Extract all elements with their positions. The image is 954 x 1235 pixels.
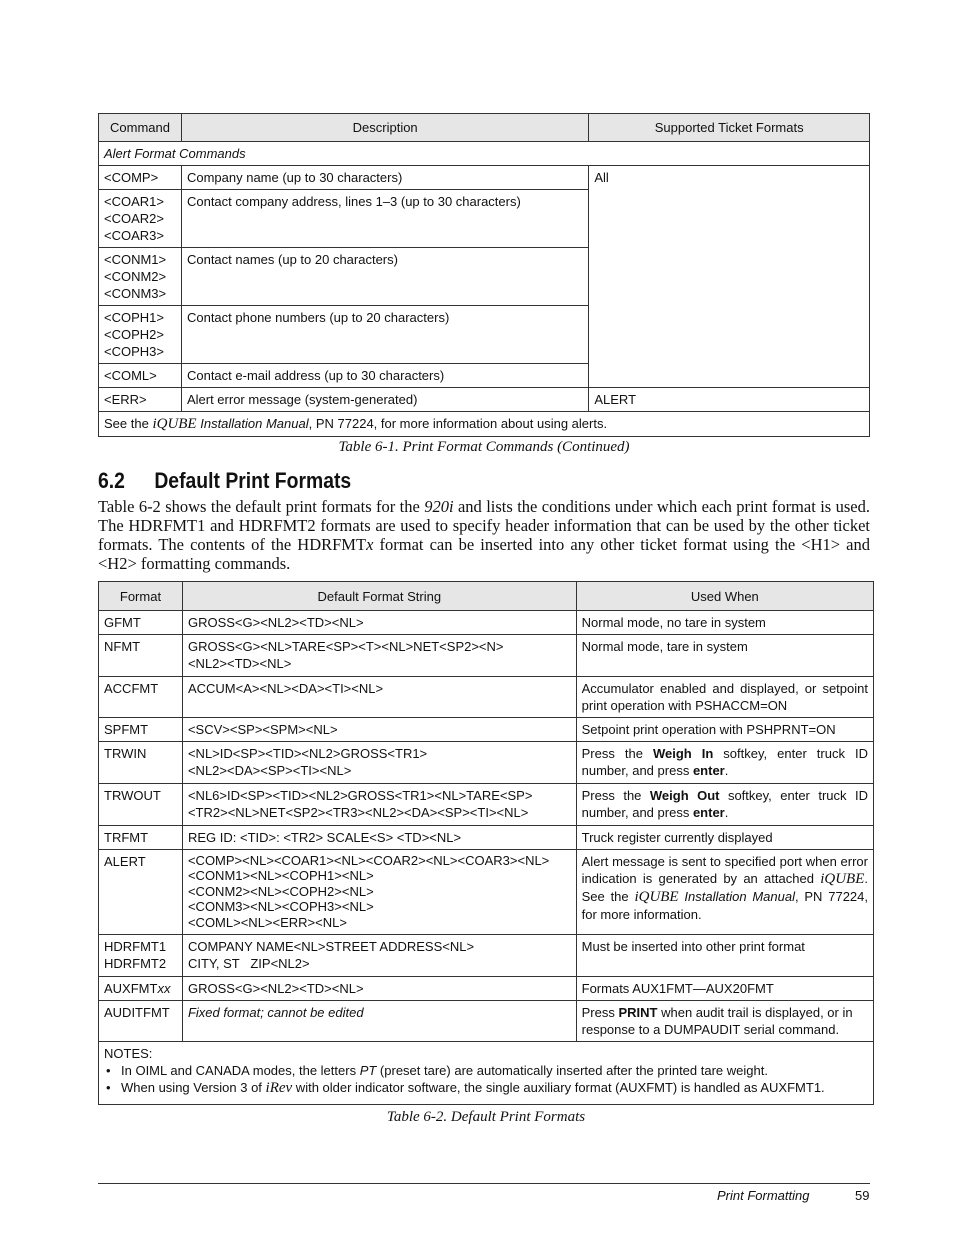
- used-when: Truck register currently displayed: [576, 826, 873, 850]
- format-string: <NL6>ID<SP><TID><NL2>GROSS<TR1><NL>TARE<SP> <TR2><NL>NET<SP2><TR3><NL2><DA><SP><TI><NL>: [182, 784, 576, 826]
- description-cell: Company name (up to 30 characters): [181, 166, 588, 190]
- table-row: [99, 718, 874, 742]
- column-header-description: Description: [181, 114, 588, 142]
- section-number: 6.2: [98, 468, 125, 493]
- used-when: Alert message is sent to specified port when error indication is generated by an attached iQUBE. See the iQUBE Installation Manual, PN 77224, for more information.: [576, 850, 873, 935]
- format-name: AUDITFMT: [99, 1001, 183, 1042]
- table-caption: Table 6-2. Default Print Formats: [386, 1109, 586, 1125]
- table-row: [99, 742, 874, 784]
- table-row: [99, 850, 874, 935]
- format-name: SPFMT: [99, 718, 183, 742]
- description-cell: Contact names (up to 20 characters): [181, 248, 588, 306]
- format-string: COMPANY NAME<NL>STREET ADDRESS<NL> CITY, ST ZIP<NL2>: [182, 935, 576, 977]
- notes-label: NOTES:: [104, 1046, 153, 1061]
- format-name: NFMT: [99, 635, 183, 677]
- table-footnote: See the iQUBE Installation Manual, PN 77224, for more information about using alerts.: [99, 412, 870, 437]
- footer-chapter-title: Print Formatting: [717, 1188, 810, 1203]
- used-when: Normal mode, no tare in system: [576, 611, 873, 635]
- section-heading: [98, 468, 351, 494]
- note-item: • When using Version 3 of iRev with older indicator software, the single auxiliary format (AUXFMT) is handled as AUXFMT1.: [104, 1079, 868, 1097]
- used-when: Setpoint print operation with PSHPRNT=ON: [576, 718, 873, 742]
- format-string: GROSS<G><NL2><TD><NL>: [182, 611, 576, 635]
- used-when: Press the Weigh Out softkey, enter truck ID number, and press enter.: [576, 784, 873, 826]
- product-name: iRev: [265, 1080, 293, 1096]
- table-row: [99, 677, 874, 718]
- page-number: 59: [855, 1188, 870, 1203]
- table-notes: [99, 1042, 874, 1105]
- column-header-default-string: Default Format String: [182, 582, 576, 611]
- supported-formats-cell: ALERT: [589, 388, 870, 412]
- table-row: [99, 826, 874, 850]
- default-print-formats-table: [98, 581, 874, 1105]
- column-header-command: Command: [99, 114, 182, 142]
- format-name: TRWOUT: [99, 784, 183, 826]
- table-row: [99, 935, 874, 977]
- format-name: ALERT: [99, 850, 183, 935]
- format-name: TRFMT: [99, 826, 183, 850]
- used-when: Normal mode, tare in system: [576, 635, 873, 677]
- section-label: Alert Format Commands: [99, 142, 870, 166]
- column-header-supported-formats: Supported Ticket Formats: [589, 114, 870, 142]
- format-string: <SCV><SP><SPM><NL>: [182, 718, 576, 742]
- used-when: Press the Weigh In softkey, enter truck ID number, and press enter.: [576, 742, 873, 784]
- section-paragraph: Table 6-2 shows the default print formats for the 920i and lists the conditions under which each print format is used. The HDRFMT1 and HDRFMT2 formats are used to specify header information that can be used by the other ticket formats. The contents of the HDRFMTx format can be inserted into any other ticket format using the <H1> and <H2> formatting commands.: [98, 497, 870, 573]
- table-notes-row: [99, 1042, 874, 1105]
- print-format-commands-table: [98, 113, 870, 437]
- format-string: <COMP><NL><COAR1><NL><COAR2><NL><COAR3><NL> <CONM1><NL><COPH1><NL> <CONM2><NL><COPH2><NL> <CONM3><NL><COPH3><NL> <COML><NL><ERR><NL>: [182, 850, 576, 935]
- format-name: HDRFMT1 HDRFMT2: [99, 935, 183, 977]
- format-string: GROSS<G><NL>TARE<SP><T><NL>NET<SP2><N> <NL2><TD><NL>: [182, 635, 576, 677]
- product-name: iQUBE: [152, 416, 197, 432]
- command-cell: <COAR1> <COAR2> <COAR3>: [99, 190, 182, 248]
- command-cell: <COML>: [99, 364, 182, 388]
- command-cell: <ERR>: [99, 388, 182, 412]
- table-row: [99, 1001, 874, 1042]
- format-string: REG ID: <TID>: <TR2> SCALE<S> <TD><NL>: [182, 826, 576, 850]
- format-string: ACCUM<A><NL><DA><TI><NL>: [182, 677, 576, 718]
- footer-divider: [98, 1183, 870, 1184]
- column-header-format: Format: [99, 582, 183, 611]
- product-name: 920i: [424, 497, 454, 516]
- product-name: iQUBE: [634, 889, 679, 905]
- used-when: Formats AUX1FMT—AUX20FMT: [576, 977, 873, 1001]
- section-title: Default Print Formats: [154, 468, 352, 493]
- table-row: [99, 977, 874, 1001]
- command-cell: <CONM1> <CONM2> <CONM3>: [99, 248, 182, 306]
- description-cell: Contact e-mail address (up to 30 characters): [181, 364, 588, 388]
- description-cell: Contact company address, lines 1–3 (up to 30 characters): [181, 190, 588, 248]
- command-cell: <COPH1> <COPH2> <COPH3>: [99, 306, 182, 364]
- format-name: GFMT: [99, 611, 183, 635]
- format-string: Fixed format; cannot be edited: [182, 1001, 576, 1042]
- format-string: <NL>ID<SP><TID><NL2>GROSS<TR1> <NL2><DA><SP><TI><NL>: [182, 742, 576, 784]
- format-name: AUXFMTxx: [99, 977, 183, 1001]
- used-when: Accumulator enabled and displayed, or setpoint print operation with PSHACCM=ON: [576, 677, 873, 718]
- table-row: [99, 635, 874, 677]
- table-caption: Table 6-1. Print Format Commands (Continued): [338, 439, 630, 455]
- supported-formats-cell: All: [589, 166, 870, 388]
- note-item: • In OIML and CANADA modes, the letters PT (preset tare) are automatically inserted after the printed tare weight.: [104, 1062, 868, 1079]
- product-name: iQUBE: [820, 871, 865, 887]
- format-name: ACCFMT: [99, 677, 183, 718]
- format-name: TRWIN: [99, 742, 183, 784]
- column-header-used-when: Used When: [576, 582, 873, 611]
- format-string: GROSS<G><NL2><TD><NL>: [182, 977, 576, 1001]
- description-cell: Contact phone numbers (up to 20 characters): [181, 306, 588, 364]
- command-cell: <COMP>: [99, 166, 182, 190]
- table-row: [99, 784, 874, 826]
- description-cell: Alert error message (system-generated): [181, 388, 588, 412]
- used-when: Must be inserted into other print format: [576, 935, 873, 977]
- used-when: Press PRINT when audit trail is displayed, or in response to a DUMPAUDIT serial command.: [576, 1001, 873, 1042]
- table-row: [99, 611, 874, 635]
